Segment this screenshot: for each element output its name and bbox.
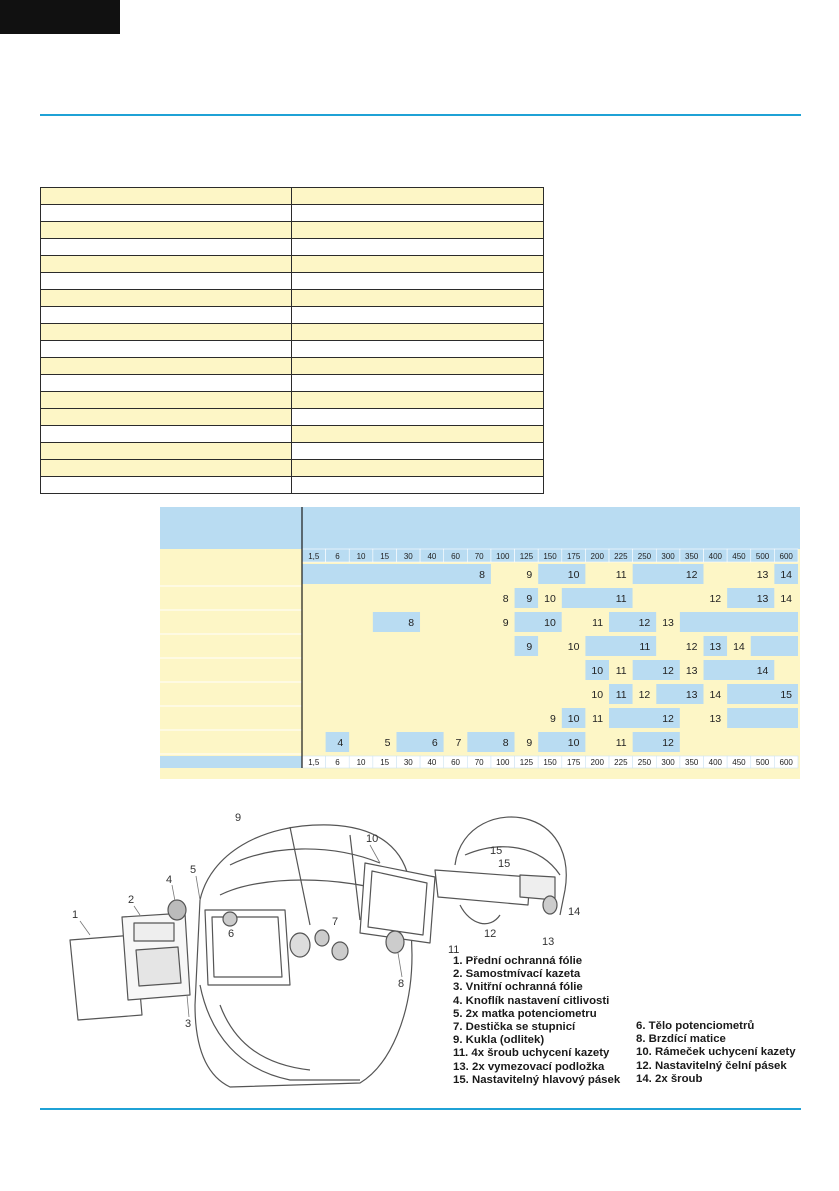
shade-segment: [302, 564, 491, 584]
callout-label: 4: [166, 874, 173, 886]
shade-number: 14: [709, 689, 722, 701]
page-corner-tab: [0, 0, 120, 34]
shade-number: 13: [685, 689, 698, 701]
table-row: [41, 443, 544, 460]
table-row: [41, 375, 544, 392]
callout-label: 5: [190, 864, 197, 876]
tick-label: 100: [496, 758, 510, 767]
tick-label: 40: [427, 758, 437, 767]
table-cell: [41, 460, 292, 477]
tick-label: 300: [661, 758, 675, 767]
legend-left: [453, 955, 620, 1087]
shade-number: 11: [592, 617, 604, 629]
table-cell: [292, 358, 544, 375]
table-row: [41, 307, 544, 324]
table-cell: [41, 239, 292, 256]
shade-segment: [680, 612, 798, 632]
table-cell: [292, 256, 544, 273]
shade-number: 13: [709, 713, 722, 725]
tick-label: 40: [427, 552, 437, 561]
shade-number: 13: [756, 593, 769, 605]
table-row: [41, 392, 544, 409]
shade-number: 11: [615, 665, 627, 677]
tick-label: 30: [403, 758, 413, 767]
shade-number: 10: [567, 737, 580, 749]
table-cell: [292, 409, 544, 426]
tick-label: 6: [335, 552, 340, 561]
tick-label: 60: [451, 552, 460, 561]
table-cell: [41, 307, 292, 324]
table-cell: [41, 426, 292, 443]
tick-label: 450: [732, 552, 746, 561]
legend-item: 6. Tělo potenciometrů: [636, 1020, 755, 1032]
legend-item: 3. Vnitřní ochranná fólie: [453, 981, 583, 994]
table-cell: [292, 273, 544, 290]
legend-item: 1. Přední ochranná fólie: [453, 955, 583, 967]
table-row: [41, 222, 544, 239]
table-cell: [292, 188, 544, 205]
tick-label: 70: [474, 758, 484, 767]
table-row: [41, 188, 544, 205]
tick-label: 175: [566, 758, 581, 767]
shade-number: 9: [526, 569, 533, 581]
table-cell: [292, 205, 544, 222]
callout-label: 15: [490, 845, 503, 857]
table-row: [41, 358, 544, 375]
shade-grid: [160, 507, 800, 779]
tick-label: 15: [380, 758, 390, 767]
legend-item: 10. Rámeček uchycení kazety: [636, 1046, 796, 1059]
shade-number: 8: [408, 617, 415, 629]
tick-label: 10: [356, 552, 366, 561]
footer-band: [160, 756, 302, 768]
table-cell: [292, 443, 544, 460]
tick-label: 200: [590, 552, 604, 561]
table-cell: [41, 392, 292, 409]
shade-number: 10: [567, 713, 580, 725]
table-row: [41, 324, 544, 341]
table-row: [41, 477, 544, 494]
table-row: [41, 205, 544, 222]
shade-number: 8: [502, 593, 509, 605]
table-cell: [292, 392, 544, 409]
shade-number: 15: [780, 689, 792, 701]
table-row: [41, 239, 544, 256]
shade-number: 10: [567, 569, 580, 581]
shade-segment: [302, 612, 373, 632]
table-cell: [41, 324, 292, 341]
table-cell: [292, 341, 544, 358]
shade-segment: [727, 708, 798, 728]
table-cell: [41, 290, 292, 307]
table-cell: [41, 341, 292, 358]
shade-number: 13: [756, 569, 769, 581]
shade-number: 10: [567, 641, 580, 653]
shade-segment: [751, 636, 798, 656]
shade-number: 14: [780, 569, 792, 581]
shade-number: 10: [591, 665, 604, 677]
tick-label: 15: [380, 552, 390, 561]
header-band: [160, 507, 800, 549]
shade-number: 9: [526, 641, 533, 653]
shade-number: 11: [615, 737, 627, 749]
shade-number: 8: [479, 569, 485, 581]
shade-number: 11: [615, 569, 627, 581]
tick-label: 175: [566, 552, 581, 561]
callout-label: 7: [332, 916, 339, 928]
shade-segment: [302, 636, 515, 656]
tick-label: 150: [543, 758, 557, 767]
table-cell: [292, 477, 544, 494]
tick-label: 200: [590, 758, 604, 767]
callout-label: 9: [235, 812, 242, 824]
shade-number: 13: [685, 665, 698, 677]
shade-number: 12: [638, 689, 651, 701]
callout-label: 14: [568, 906, 581, 918]
tick-label: 500: [755, 552, 770, 561]
table-cell: [292, 460, 544, 477]
shade-number: 11: [615, 593, 627, 605]
shade-number: 14: [756, 665, 769, 677]
table-cell: [41, 205, 292, 222]
shade-number: 12: [662, 665, 674, 677]
shade-table: [160, 507, 800, 779]
tick-label: 350: [685, 552, 699, 561]
callout-label: 2: [128, 894, 135, 906]
tick-label: 600: [779, 552, 793, 561]
table-row: [41, 460, 544, 477]
shade-number: 13: [709, 641, 722, 653]
legend-item: 13. 2x vymezovací podložka: [453, 1060, 605, 1073]
shade-number: 8: [502, 737, 509, 749]
shade-segment: [302, 732, 326, 752]
table-cell: [41, 256, 292, 273]
table-cell: [41, 443, 292, 460]
table-cell: [292, 375, 544, 392]
table-cell: [292, 290, 544, 307]
table-row: [41, 341, 544, 358]
callout-label: 8: [398, 978, 405, 990]
callout-label: 15: [498, 858, 511, 870]
tick-label: 250: [637, 552, 652, 561]
tick-label: 400: [708, 758, 723, 767]
tick-label: 125: [519, 552, 534, 561]
legend-item: 4. Knoflík nastavení citlivosti: [453, 994, 610, 1007]
shade-number: 7: [455, 737, 462, 749]
table-cell: [41, 358, 292, 375]
table-row: [41, 290, 544, 307]
shade-segment: [420, 612, 514, 632]
shade-segment: [680, 732, 798, 752]
tick-label: 450: [732, 758, 746, 767]
footer-rule: [40, 1108, 801, 1110]
shade-number: 14: [780, 593, 792, 605]
table-cell: [292, 307, 544, 324]
helmet-window: [205, 910, 290, 985]
legend-item: 7. Destička se stupnicí: [453, 1021, 576, 1034]
shade-number: 9: [526, 593, 533, 605]
shade-number: 14: [733, 641, 745, 653]
shade-number: 9: [502, 617, 509, 629]
tick-label: 30: [403, 552, 413, 561]
callout-label: 3: [185, 1018, 192, 1030]
callout-label: 13: [542, 936, 555, 948]
header-rule: [40, 114, 801, 116]
shade-number: 11: [615, 689, 627, 701]
shade-segment: [302, 660, 585, 680]
tick-label: 125: [519, 758, 534, 767]
table-cell: [41, 222, 292, 239]
shade-number: 10: [544, 593, 556, 605]
shade-number: 11: [639, 641, 651, 653]
table-cell: [41, 273, 292, 290]
table-cell: [292, 239, 544, 256]
table-cell: [292, 426, 544, 443]
tick-label: 500: [755, 758, 770, 767]
table-row: [41, 409, 544, 426]
callout-label: 1: [72, 909, 79, 921]
shade-number: 12: [638, 617, 651, 629]
shade-number: 4: [337, 737, 344, 749]
shade-number: 10: [544, 617, 556, 629]
legend-item: 5. 2x matka potenciometru: [453, 1007, 597, 1020]
table-cell: [292, 324, 544, 341]
shade-segment: [302, 588, 515, 608]
legend-item: 14. 2x šroub: [636, 1072, 703, 1085]
tick-label: 6: [335, 758, 340, 767]
tick-label: 1,5: [308, 552, 320, 561]
legend-item: 9. Kukla (odlitek): [453, 1034, 545, 1047]
shade-segment: [302, 708, 562, 728]
shade-number: 5: [384, 737, 391, 749]
shade-number: 12: [685, 569, 698, 581]
table-cell: [41, 409, 292, 426]
shade-number: 11: [592, 713, 604, 725]
shade-number: 9: [549, 713, 556, 725]
spec-table: [40, 187, 544, 494]
table-cell: [41, 375, 292, 392]
shade-number: 12: [709, 593, 722, 605]
tick-label: 10: [356, 758, 366, 767]
shade-number: 12: [662, 713, 674, 725]
table-cell: [41, 477, 292, 494]
tick-label: 225: [614, 552, 628, 561]
callout-label: 10: [366, 833, 379, 845]
legend-right: [636, 1020, 796, 1086]
shade-number: 13: [662, 617, 674, 629]
tick-label: 70: [474, 552, 484, 561]
legend-item: 15. Nastavitelný hlavový pásek: [453, 1073, 621, 1086]
tick-label: 60: [451, 758, 460, 767]
table-row: [41, 426, 544, 443]
legend-item: 8. Brzdící matice: [636, 1033, 726, 1046]
legend-item: 12. Nastavitelný čelní pásek: [636, 1059, 787, 1072]
table-row: [41, 273, 544, 290]
tick-label: 350: [685, 758, 699, 767]
legend-item: 2. Samostmívací kazeta: [453, 968, 581, 981]
tick-label: 225: [614, 758, 628, 767]
callout-label: 12: [484, 928, 497, 940]
shade-number: 12: [685, 641, 698, 653]
shade-segment: [774, 660, 798, 680]
shade-number: 6: [431, 737, 438, 749]
callout-label: 11: [448, 944, 460, 956]
table-row: [41, 256, 544, 273]
callout-label: 6: [228, 928, 235, 940]
shade-number: 10: [591, 689, 604, 701]
table-cell: [41, 188, 292, 205]
tick-label: 150: [543, 552, 557, 561]
shade-number: 9: [526, 737, 533, 749]
shade-number: 12: [662, 737, 674, 749]
tick-label: 1,5: [308, 758, 320, 767]
table-cell: [292, 222, 544, 239]
tick-label: 400: [708, 552, 723, 561]
tick-label: 100: [496, 552, 510, 561]
tick-label: 300: [661, 552, 675, 561]
shade-segment: [302, 684, 609, 704]
tick-label: 250: [637, 758, 652, 767]
tick-label: 600: [779, 758, 793, 767]
legend-item: 11. 4x šroub uchycení kazety: [453, 1047, 610, 1060]
